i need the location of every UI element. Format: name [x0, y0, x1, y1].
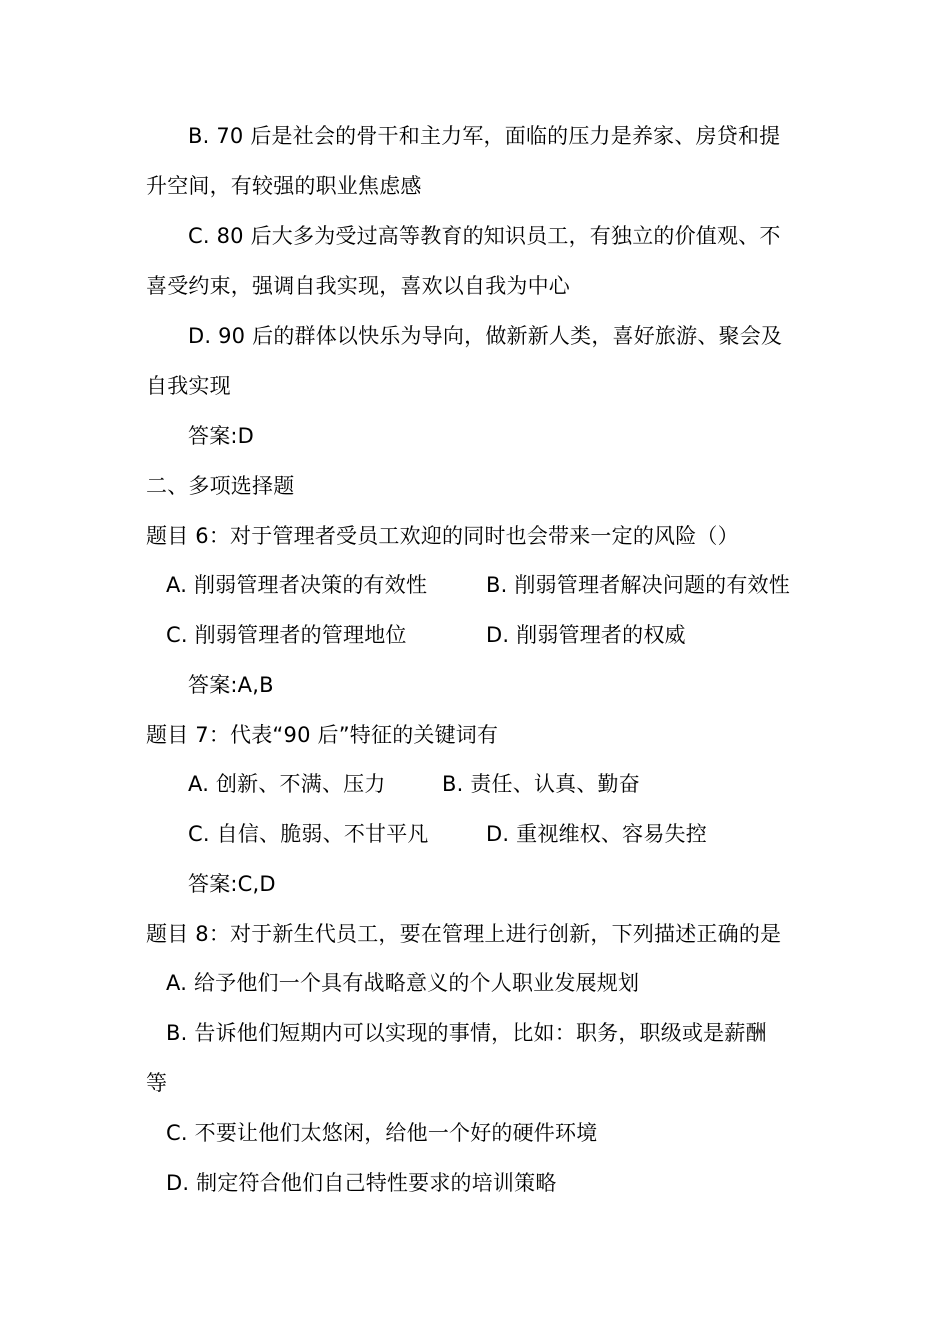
q7-answer: 答案:C,D [188, 872, 276, 896]
q5-option-c-line1: C. 80 后大多为受过高等教育的知识员工，有独立的价值观、不 [188, 224, 781, 248]
q5-option-d-line2: 自我实现 [146, 374, 231, 398]
q6-option-b: B. 削弱管理者解决问题的有效性 [486, 573, 790, 597]
q8-option-c: C. 不要让他们太悠闲，给他一个好的硬件环境 [166, 1121, 598, 1145]
q5-option-d-line1: D. 90 后的群体以快乐为导向，做新新人类，喜好旅游、聚会及 [188, 324, 783, 348]
q8-option-b-line2: 等 [146, 1071, 168, 1095]
q5-option-b-line2: 升空间，有较强的职业焦虑感 [146, 174, 422, 198]
q7-stem: 题目 7：代表“90 后”特征的关键词有 [146, 723, 499, 747]
q7-option-d: D. 重视维权、容易失控 [486, 822, 707, 846]
q7-option-b: B. 责任、认真、勤奋 [442, 772, 640, 796]
q8-option-a: A. 给予他们一个具有战略意义的个人职业发展规划 [166, 971, 640, 995]
q7-option-a: A. 创新、不满、压力 [188, 772, 386, 796]
q6-option-a: A. 削弱管理者决策的有效性 [166, 573, 428, 597]
q8-option-b-line1: B. 告诉他们短期内可以实现的事情，比如：职务，职级或是薪酬 [166, 1021, 767, 1045]
q5-answer: 答案:D [188, 424, 255, 448]
q8-stem: 题目 8：对于新生代员工，要在管理上进行创新，下列描述正确的是 [146, 922, 782, 946]
q6-answer: 答案:A,B [188, 673, 274, 697]
q7-option-c: C. 自信、脆弱、不甘平凡 [188, 822, 429, 846]
q6-stem: 题目 6：对于管理者受员工欢迎的同时也会带来一定的风险（） [146, 524, 739, 548]
q6-option-d: D. 削弱管理者的权威 [486, 623, 686, 647]
q5-option-b-line1: B. 70 后是社会的骨干和主力军，面临的压力是养家、房贷和提 [188, 124, 781, 148]
q8-option-d: D. 制定符合他们自己特性要求的培训策略 [166, 1171, 557, 1195]
q6-option-c: C. 削弱管理者的管理地位 [166, 623, 407, 647]
q5-option-c-line2: 喜受约束，强调自我实现，喜欢以自我为中心 [146, 274, 570, 298]
section-title: 二、多项选择题 [146, 474, 295, 498]
